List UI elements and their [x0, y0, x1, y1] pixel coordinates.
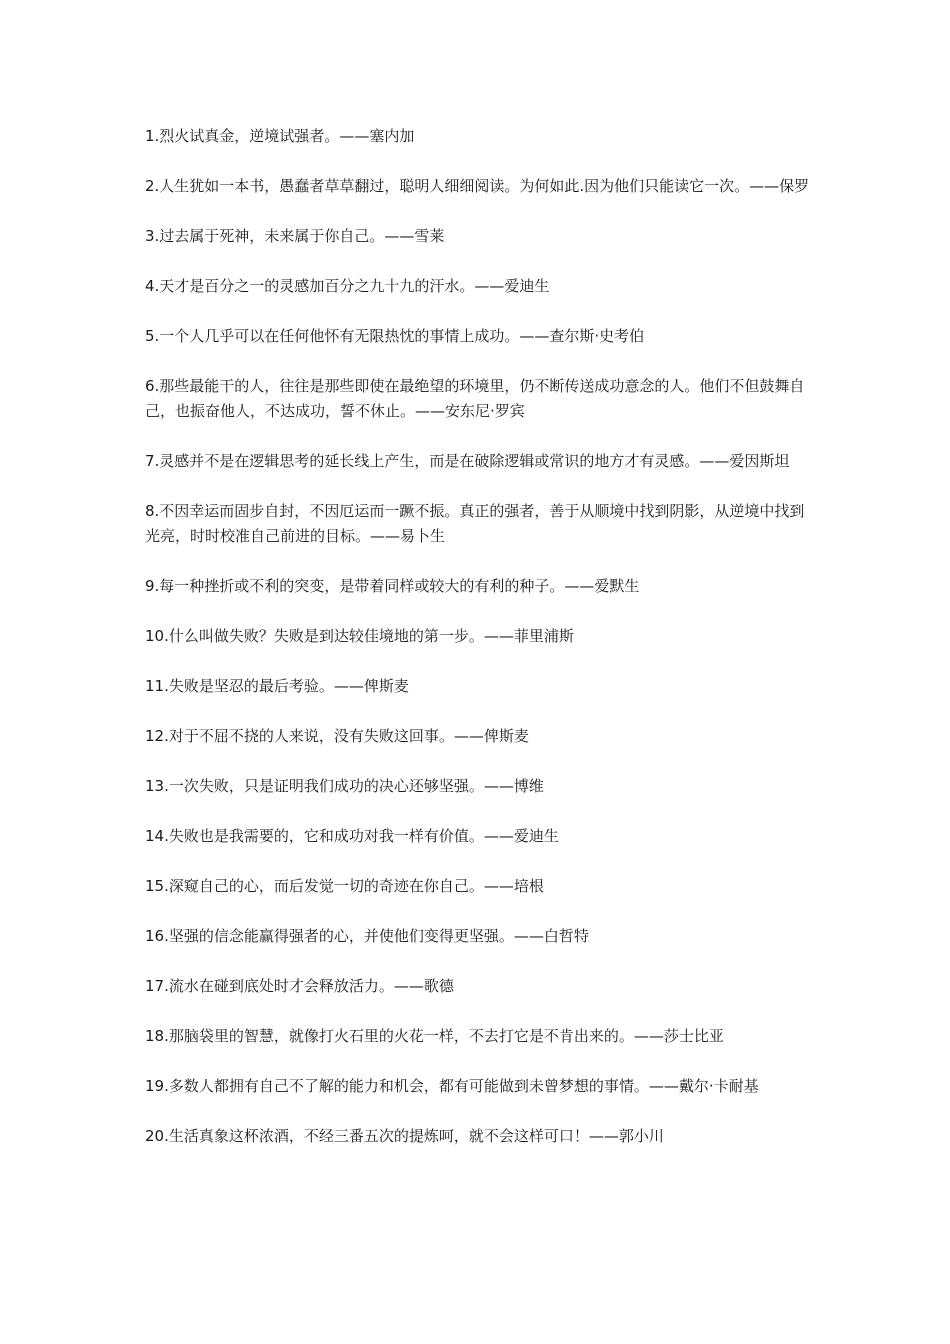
quote-item: 18.那脑袋里的智慧，就像打火石里的火花一样，不去打它是不肯出来的。——莎士比亚 [145, 1027, 724, 1045]
quote-item: 14.失败也是我需要的，它和成功对我一样有价值。——爱迪生 [145, 827, 559, 845]
quote-item: 17.流水在碰到底处时才会释放活力。——歌德 [145, 977, 454, 995]
quote-item: 13.一次失败，只是证明我们成功的决心还够坚强。——博维 [145, 777, 544, 795]
quote-item: 10.什么叫做失败？失败是到达较佳境地的第一步。——菲里浦斯 [145, 627, 574, 645]
quote-item: 3.过去属于死神，未来属于你自己。——雪莱 [145, 227, 445, 245]
quote-item: 12.对于不屈不挠的人来说，没有失败这回事。——俾斯麦 [145, 727, 529, 745]
document-page [145, 124, 810, 1174]
quote-item: 19.多数人都拥有自己不了解的能力和机会，都有可能做到未曾梦想的事情。——戴尔·卡耐基 [145, 1077, 759, 1095]
quote-item: 15.深窥自己的心，而后发觉一切的奇迹在你自己。——培根 [145, 877, 544, 895]
quote-item: 11.失败是坚忍的最后考验。——俾斯麦 [145, 677, 409, 695]
quote-item: 7.灵感并不是在逻辑思考的延长线上产生，而是在破除逻辑或常识的地方才有灵感。——爱因斯坦 [145, 452, 790, 470]
quote-item: 5.一个人几乎可以在任何他怀有无限热忱的事情上成功。——查尔斯·史考伯 [145, 327, 645, 345]
quote-item: 8.不因幸运而固步自封，不因厄运而一蹶不振。真正的强者，善于从顺境中找到阴影，从逆境中找到光亮，时时校准自己前进的目标。——易卜生 [145, 502, 805, 545]
quote-item: 9.每一种挫折或不利的突变，是带着同样或较大的有利的种子。——爱默生 [145, 577, 640, 595]
quote-item: 6.那些最能干的人，往往是那些即使在最绝望的环境里，仍不断传送成功意念的人。他们不但鼓舞自己，也振奋他人，不达成功，誓不休止。——安东尼·罗宾 [145, 377, 805, 420]
quote-item: 1.烈火试真金，逆境试强者。——塞内加 [145, 127, 415, 145]
quote-item: 2.人生犹如一本书，愚蠢者草草翻过，聪明人细细阅读。为何如此.因为他们只能读它一次。——保罗 [145, 177, 810, 195]
quote-item: 20.生活真象这杯浓酒，不经三番五次的提炼呵，就不会这样可口！——郭小川 [145, 1127, 664, 1145]
quote-item: 4.天才是百分之一的灵感加百分之九十九的汗水。——爱迪生 [145, 277, 550, 295]
quote-item: 16.坚强的信念能赢得强者的心，并使他们变得更坚强。——白哲特 [145, 927, 589, 945]
